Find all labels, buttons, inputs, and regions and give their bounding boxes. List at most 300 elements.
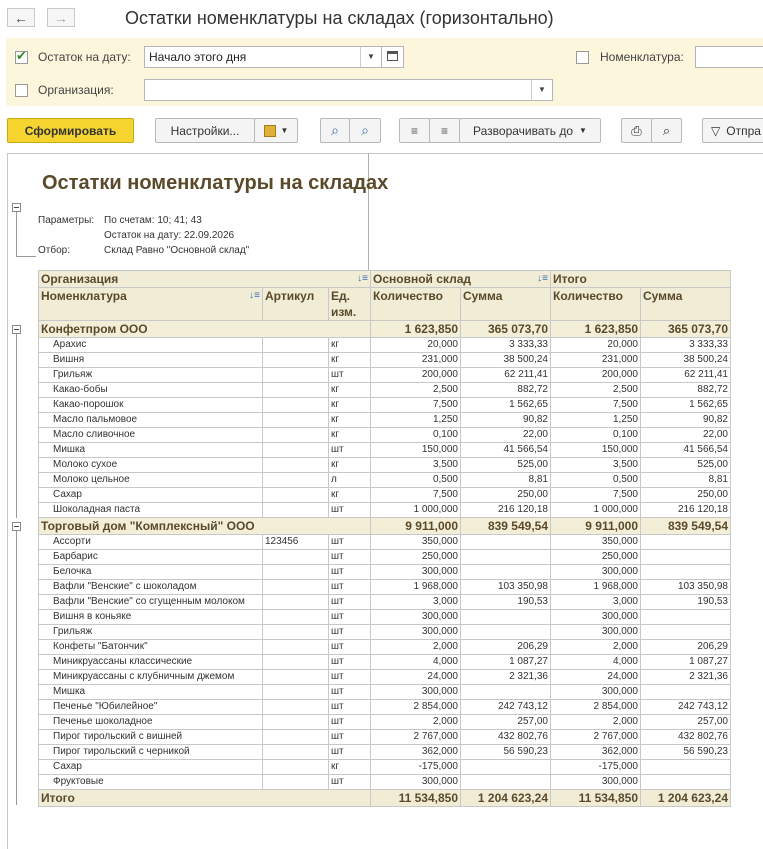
item-article (263, 443, 329, 458)
item-sum: 190,53 (461, 595, 551, 610)
item-total-sum (641, 760, 731, 775)
item-sum: 90,82 (461, 413, 551, 428)
item-sum (461, 610, 551, 625)
header-warehouse[interactable]: Основной склад ↓≡ (371, 271, 551, 288)
group-sum: 365 073,70 (461, 321, 551, 338)
table-row[interactable] (39, 565, 731, 580)
item-qty: 2,000 (371, 640, 461, 655)
item-total-qty: 300,000 (551, 775, 641, 790)
item-total-qty: 2,500 (551, 383, 641, 398)
item-qty: 3,500 (371, 458, 461, 473)
item-total-qty: 300,000 (551, 685, 641, 700)
sort-desc-icon: ≡ (440, 123, 448, 138)
item-unit: шт (329, 640, 371, 655)
table-row[interactable] (39, 413, 731, 428)
item-article (263, 398, 329, 413)
item-total-qty: 2,000 (551, 640, 641, 655)
item-total-qty: 362,000 (551, 745, 641, 760)
item-qty: 7,500 (371, 398, 461, 413)
item-total-qty: 7,500 (551, 398, 641, 413)
item-unit: кг (329, 428, 371, 443)
item-unit: шт (329, 670, 371, 685)
item-article (263, 488, 329, 503)
item-unit: шт (329, 625, 371, 640)
item-qty: 0,100 (371, 428, 461, 443)
item-total-sum: 56 590,23 (641, 745, 731, 760)
sort-asc-button[interactable] (399, 118, 430, 143)
item-total-qty: 231,000 (551, 353, 641, 368)
item-total-sum: 190,53 (641, 595, 731, 610)
item-total-sum: 62 211,41 (641, 368, 731, 383)
balance-date-checkbox[interactable] (15, 51, 28, 64)
item-total-sum (641, 550, 731, 565)
table-row[interactable] (39, 428, 731, 443)
chevron-down-icon: ▼ (579, 126, 587, 135)
sort-icon: ↓≡ (357, 273, 368, 284)
expand-to-button[interactable] (459, 118, 601, 143)
item-article (263, 473, 329, 488)
send-label: Отпра (726, 123, 761, 138)
item-qty: 1,250 (371, 413, 461, 428)
item-article (263, 428, 329, 443)
item-sum: 62 211,41 (461, 368, 551, 383)
group-line (16, 256, 36, 257)
window-title: Остатки номенклатуры на складах (горизонтально) (125, 8, 554, 28)
item-total-qty: 20,000 (551, 338, 641, 353)
table-row[interactable] (39, 550, 731, 565)
item-total-sum: 90,82 (641, 413, 731, 428)
item-name: Грильяж (39, 625, 263, 640)
table-row[interactable] (39, 473, 731, 488)
variants-button[interactable] (254, 118, 298, 143)
item-sum: 56 590,23 (461, 745, 551, 760)
item-unit: кг (329, 383, 371, 398)
item-unit: шт (329, 775, 371, 790)
generate-button[interactable]: Сформировать (7, 118, 134, 143)
item-total-qty: -175,000 (551, 760, 641, 775)
item-name: Барбарис (39, 550, 263, 565)
table-row[interactable] (39, 338, 731, 353)
group-line (16, 212, 17, 256)
group-row[interactable] (39, 321, 731, 338)
item-name: Какао-порошок (39, 398, 263, 413)
table-row[interactable] (39, 443, 731, 458)
item-article (263, 775, 329, 790)
table-row[interactable] (39, 730, 731, 745)
item-article (263, 550, 329, 565)
filter-value: Склад Равно "Основной склад" (104, 245, 250, 256)
send-button[interactable] (702, 118, 763, 143)
organization-checkbox[interactable] (15, 84, 28, 97)
item-sum: 8,81 (461, 473, 551, 488)
item-total-sum: 525,00 (641, 458, 731, 473)
item-unit: кг (329, 338, 371, 353)
item-name: Вишня (39, 353, 263, 368)
item-article (263, 670, 329, 685)
search-next-icon: ⌕ (361, 122, 369, 138)
printer-icon: ⎙ (631, 122, 642, 138)
table-row[interactable] (39, 670, 731, 685)
item-unit: шт (329, 550, 371, 565)
item-qty: 231,000 (371, 353, 461, 368)
item-total-sum (641, 610, 731, 625)
item-total-sum: 250,00 (641, 488, 731, 503)
group-total-sum: 365 073,70 (641, 321, 731, 338)
item-total-qty: 7,500 (551, 488, 641, 503)
item-qty: 24,000 (371, 670, 461, 685)
item-total-sum: 257,00 (641, 715, 731, 730)
header-total-qty: Количество (551, 288, 641, 321)
item-sum: 2 321,36 (461, 670, 551, 685)
item-name: Грильяж (39, 368, 263, 383)
item-sum: 257,00 (461, 715, 551, 730)
item-total-sum: 41 566,54 (641, 443, 731, 458)
item-article (263, 595, 329, 610)
item-sum: 103 350,98 (461, 580, 551, 595)
item-qty: 300,000 (371, 610, 461, 625)
item-total-qty: 2 767,000 (551, 730, 641, 745)
search-button[interactable] (320, 118, 350, 143)
item-unit: шт (329, 595, 371, 610)
item-total-qty: 24,000 (551, 670, 641, 685)
item-total-sum: 2 321,36 (641, 670, 731, 685)
item-total-sum: 8,81 (641, 473, 731, 488)
total-total-qty: 11 534,850 (551, 790, 641, 807)
item-article (263, 368, 329, 383)
item-article (263, 458, 329, 473)
table-row[interactable] (39, 595, 731, 610)
table-row[interactable] (39, 368, 731, 383)
item-name: Масло сливочное (39, 428, 263, 443)
item-total-qty: 350,000 (551, 535, 641, 550)
balance-date-field[interactable]: Начало этого дня ▼ (144, 46, 382, 68)
item-article (263, 640, 329, 655)
expand-to-label: Разворачивать до (473, 123, 574, 138)
item-total-qty: 200,000 (551, 368, 641, 383)
header-article: Артикул (263, 288, 329, 321)
item-sum: 3 333,33 (461, 338, 551, 353)
collapse-params-icon[interactable] (12, 203, 21, 212)
chevron-down-icon: ▼ (280, 126, 289, 135)
item-total-qty: 250,000 (551, 550, 641, 565)
item-total-qty: 300,000 (551, 625, 641, 640)
item-article (263, 625, 329, 640)
report-border (7, 153, 8, 849)
item-sum (461, 565, 551, 580)
arrow-left-icon: ← (14, 9, 28, 26)
item-unit: кг (329, 760, 371, 775)
header-total: Итого (551, 271, 731, 288)
item-sum: 432 802,76 (461, 730, 551, 745)
item-name: Мишка (39, 443, 263, 458)
item-name: Мишка (39, 685, 263, 700)
item-qty: 250,000 (371, 550, 461, 565)
group-row[interactable] (39, 518, 731, 535)
item-total-sum: 38 500,24 (641, 353, 731, 368)
item-sum (461, 685, 551, 700)
header-sum: Сумма (461, 288, 551, 321)
total-row (39, 790, 731, 807)
item-qty: 150,000 (371, 443, 461, 458)
header-total-sum: Сумма (641, 288, 731, 321)
column-divider (368, 153, 369, 273)
item-unit: шт (329, 368, 371, 383)
group-line (16, 334, 17, 518)
item-unit: кг (329, 413, 371, 428)
sort-icon: ↓≡ (537, 273, 548, 284)
group-qty: 9 911,000 (371, 518, 461, 535)
item-article (263, 338, 329, 353)
table-row[interactable] (39, 610, 731, 625)
item-total-qty: 1 000,000 (551, 503, 641, 518)
table-row[interactable] (39, 580, 731, 595)
item-unit: шт (329, 655, 371, 670)
item-total-sum: 242 743,12 (641, 700, 731, 715)
item-name: Пирог тирольский с черникой (39, 745, 263, 760)
item-qty: 2,500 (371, 383, 461, 398)
item-unit: шт (329, 580, 371, 595)
table-row[interactable] (39, 775, 731, 790)
group-sum: 839 549,54 (461, 518, 551, 535)
preview-icon: ⌕ (662, 122, 671, 138)
item-name: Масло пальмовое (39, 413, 263, 428)
item-unit: кг (329, 458, 371, 473)
param-accounts: По счетам: 10; 41; 43 (104, 215, 202, 226)
search-next-button[interactable] (349, 118, 381, 143)
item-qty: 1 000,000 (371, 503, 461, 518)
item-qty: 2,000 (371, 715, 461, 730)
params-label: Параметры: (38, 215, 95, 226)
item-total-qty: 1,250 (551, 413, 641, 428)
item-article (263, 383, 329, 398)
item-qty: -175,000 (371, 760, 461, 775)
header-row (39, 271, 731, 288)
table-row[interactable] (39, 700, 731, 715)
header-row (39, 288, 731, 321)
item-sum (461, 775, 551, 790)
sort-icon: ↓≡ (249, 290, 260, 301)
item-total-sum (641, 565, 731, 580)
total-total-sum: 1 204 623,24 (641, 790, 731, 807)
table-row[interactable] (39, 625, 731, 640)
item-name: Фруктовые (39, 775, 263, 790)
table-row[interactable] (39, 503, 731, 518)
item-total-sum: 216 120,18 (641, 503, 731, 518)
item-total-sum (641, 625, 731, 640)
sort-desc-button[interactable] (429, 118, 460, 143)
total-sum: 1 204 623,24 (461, 790, 551, 807)
item-qty: 350,000 (371, 535, 461, 550)
table-row[interactable] (39, 685, 731, 700)
item-unit: шт (329, 745, 371, 760)
item-qty: 0,500 (371, 473, 461, 488)
table-row[interactable] (39, 488, 731, 503)
group-name: Конфетпром ООО (39, 321, 371, 338)
item-name: Арахис (39, 338, 263, 353)
item-name: Вафли "Венские" с шоколадом (39, 580, 263, 595)
item-qty: 300,000 (371, 775, 461, 790)
group-total-qty: 9 911,000 (551, 518, 641, 535)
table-row[interactable] (39, 655, 731, 670)
item-article (263, 353, 329, 368)
item-qty: 200,000 (371, 368, 461, 383)
item-unit: шт (329, 535, 371, 550)
item-name: Сахар (39, 488, 263, 503)
item-qty: 20,000 (371, 338, 461, 353)
item-article: 123456 (263, 535, 329, 550)
table-row[interactable] (39, 640, 731, 655)
item-sum (461, 625, 551, 640)
item-name: Молоко цельное (39, 473, 263, 488)
header-organization[interactable]: Организация ↓≡ (39, 271, 371, 288)
group-line (16, 531, 17, 805)
item-name: Миникруассаны с клубничным джемом (39, 670, 263, 685)
item-unit: шт (329, 715, 371, 730)
item-total-sum: 882,72 (641, 383, 731, 398)
header-qty: Количество (371, 288, 461, 321)
item-qty: 2 854,000 (371, 700, 461, 715)
item-total-qty: 4,000 (551, 655, 641, 670)
item-total-sum: 3 333,33 (641, 338, 731, 353)
item-qty: 4,000 (371, 655, 461, 670)
item-sum (461, 535, 551, 550)
item-qty: 300,000 (371, 625, 461, 640)
item-total-sum: 103 350,98 (641, 580, 731, 595)
item-unit: шт (329, 730, 371, 745)
report-title: Остатки номенклатуры на складах (42, 172, 389, 194)
item-article (263, 565, 329, 580)
item-unit: кг (329, 353, 371, 368)
item-unit: кг (329, 488, 371, 503)
forward-button[interactable] (47, 8, 75, 27)
item-name: Вафли "Венские" со сгущенным молоком (39, 595, 263, 610)
item-unit: шт (329, 610, 371, 625)
item-name: Вишня в коньяке (39, 610, 263, 625)
item-name: Ассорти (39, 535, 263, 550)
chevron-down-icon[interactable]: ▼ (360, 47, 381, 67)
item-sum: 250,00 (461, 488, 551, 503)
item-article (263, 685, 329, 700)
settings-button[interactable]: Настройки... (155, 118, 255, 143)
table-row[interactable] (39, 458, 731, 473)
item-total-qty: 2 854,000 (551, 700, 641, 715)
item-name: Белочка (39, 565, 263, 580)
arrow-right-icon: → (54, 9, 68, 26)
item-total-qty: 150,000 (551, 443, 641, 458)
param-date: Остаток на дату: 22.09.2026 (104, 230, 235, 241)
table-row[interactable] (39, 398, 731, 413)
item-total-sum (641, 775, 731, 790)
item-sum: 216 120,18 (461, 503, 551, 518)
item-name: Пирог тирольский с вишней (39, 730, 263, 745)
item-name: Печенье "Юбилейное" (39, 700, 263, 715)
item-sum: 882,72 (461, 383, 551, 398)
item-total-sum: 1 562,65 (641, 398, 731, 413)
item-total-qty: 2,000 (551, 715, 641, 730)
item-total-qty: 3,000 (551, 595, 641, 610)
nomenclature-label: Номенклатура: (600, 50, 684, 64)
header-unit: Ед. изм. (329, 288, 371, 321)
table-row[interactable] (39, 745, 731, 760)
item-total-sum: 1 087,27 (641, 655, 731, 670)
item-sum (461, 550, 551, 565)
item-qty: 3,000 (371, 595, 461, 610)
item-total-sum: 22,00 (641, 428, 731, 443)
item-qty: 300,000 (371, 685, 461, 700)
item-unit: шт (329, 685, 371, 700)
total-qty: 11 534,850 (371, 790, 461, 807)
item-name: Молоко сухое (39, 458, 263, 473)
search-icon: ⌕ (331, 122, 339, 138)
item-article (263, 760, 329, 775)
item-sum: 525,00 (461, 458, 551, 473)
item-sum: 1 087,27 (461, 655, 551, 670)
item-sum: 206,29 (461, 640, 551, 655)
sort-asc-icon: ≡ (410, 123, 418, 138)
item-qty: 300,000 (371, 565, 461, 580)
organization-label: Организация: (38, 83, 114, 97)
item-total-qty: 0,100 (551, 428, 641, 443)
nomenclature-field[interactable] (695, 46, 763, 68)
item-total-qty: 1 968,000 (551, 580, 641, 595)
item-article (263, 730, 329, 745)
item-unit: кг (329, 398, 371, 413)
item-article (263, 655, 329, 670)
table-row[interactable] (39, 760, 731, 775)
table-row[interactable] (39, 535, 731, 550)
item-total-sum (641, 535, 731, 550)
item-name: Печенье шоколадное (39, 715, 263, 730)
item-article (263, 610, 329, 625)
organization-field[interactable] (144, 79, 553, 101)
item-article (263, 745, 329, 760)
calendar-icon (387, 51, 398, 61)
item-qty: 7,500 (371, 488, 461, 503)
table-row[interactable] (39, 715, 731, 730)
group-name: Торговый дом "Комплексный" ООО (39, 518, 371, 535)
header-nomenclature[interactable]: Номенклатура ↓≡ (39, 288, 263, 321)
item-total-qty: 0,500 (551, 473, 641, 488)
chevron-down-icon[interactable]: ▼ (531, 80, 552, 100)
back-button[interactable] (7, 8, 35, 27)
total-label: Итого (39, 790, 371, 807)
table-row[interactable] (39, 383, 731, 398)
item-qty: 2 767,000 (371, 730, 461, 745)
item-article (263, 580, 329, 595)
item-name: Конфеты "Батончик" (39, 640, 263, 655)
item-total-qty: 300,000 (551, 610, 641, 625)
item-qty: 362,000 (371, 745, 461, 760)
item-sum: 41 566,54 (461, 443, 551, 458)
calendar-button[interactable] (381, 46, 404, 68)
table-row[interactable] (39, 353, 731, 368)
item-name: Шоколадная паста (39, 503, 263, 518)
print-button[interactable] (621, 118, 652, 143)
preview-button[interactable] (651, 118, 682, 143)
group-qty: 1 623,850 (371, 321, 461, 338)
collapse-group-icon[interactable] (12, 522, 21, 531)
item-unit: шт (329, 700, 371, 715)
nomenclature-checkbox[interactable] (576, 51, 589, 64)
collapse-group-icon[interactable] (12, 325, 21, 334)
balance-date-label: Остаток на дату: (38, 50, 131, 64)
send-icon: ▽ (711, 123, 721, 138)
item-unit: л (329, 473, 371, 488)
item-total-sum (641, 685, 731, 700)
item-total-sum: 206,29 (641, 640, 731, 655)
item-sum: 1 562,65 (461, 398, 551, 413)
item-sum: 22,00 (461, 428, 551, 443)
